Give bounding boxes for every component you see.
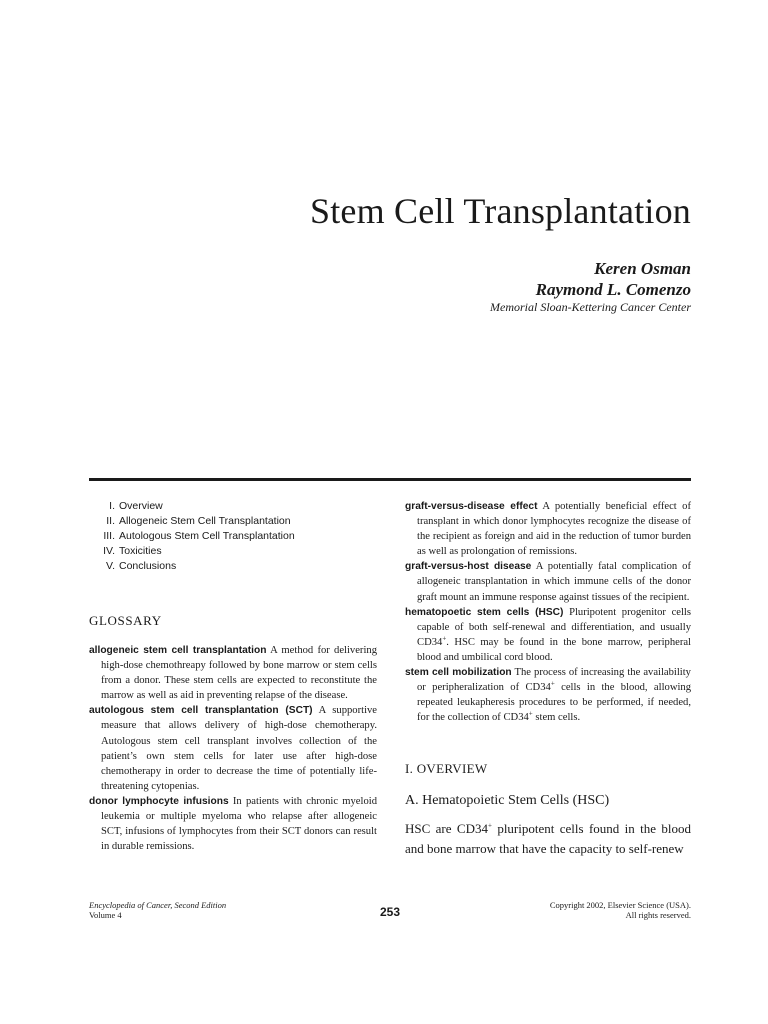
- glossary-definition: cells in the blood, allowing repeated leukapheresis procedures to be performed, if needed, for the collection of CD34: [417, 682, 692, 724]
- author-name: Keren Osman: [594, 259, 691, 278]
- toc-number: IV.: [103, 545, 115, 557]
- toc-label: Toxicities: [119, 545, 162, 557]
- body-paragraph: [405, 819, 691, 859]
- glossary-term: donor lymphocyte infusions: [89, 795, 229, 807]
- glossary-definition: A potentially beneficial effect of transplant in which donor lymphocytes recognize the disease of the recipient as foreign and aid in the reduction of tumor burden as well as prolongation of remissions.: [417, 501, 691, 558]
- glossary-term: graft-versus-disease effect: [405, 501, 538, 512]
- glossary-definition: In patients with chronic myeloid leukemia or multiple myeloma who relapse after allogeneic SCT, infusions of lymphocytes from their SCT donors can result in durable remissions.: [101, 795, 377, 853]
- toc-item: [89, 559, 377, 574]
- body-text: pluripotent cells found in the blood and bone marrow that have the capacity to self-renew: [405, 821, 692, 857]
- glossary-entry: [405, 559, 691, 604]
- glossary-entry: [405, 499, 691, 559]
- glossary-heading: GLOSSARY: [89, 613, 162, 628]
- toc-item: [89, 514, 377, 529]
- glossary-list: [405, 499, 691, 725]
- book-title: Encyclopedia of Cancer, Second Edition: [89, 900, 227, 910]
- toc-item: [89, 544, 377, 559]
- glossary-definition: stem cells.: [532, 712, 581, 724]
- glossary-term: hematopoetic stem cells (HSC): [405, 606, 564, 618]
- footer-source: [89, 900, 226, 920]
- glossary-entry: [89, 643, 377, 703]
- toc-number: II.: [106, 515, 115, 527]
- table-of-contents: [89, 499, 377, 574]
- toc-number: V.: [106, 560, 115, 572]
- toc-label: Autologous Stem Cell Transplantation: [119, 530, 295, 542]
- article-title: Stem Cell Transplantation: [309, 191, 691, 231]
- author-name: Raymond L. Comenzo: [535, 280, 691, 299]
- toc-item: [89, 529, 377, 544]
- body-text: HSC are CD34: [405, 821, 488, 837]
- glossary-entry: [89, 703, 377, 794]
- glossary-definition: A method for delivering high-dose chemothreapy followed by bone marrow or stem cells from a donor. These stem cells are expected to reconstitute the marrow as well as aid in preventing relapse of the disease.: [101, 645, 377, 702]
- footer-copyright: [550, 900, 691, 920]
- author-affiliation: Memorial Sloan-Kettering Cancer Center: [490, 300, 691, 314]
- rights-text: All rights reserved.: [625, 910, 691, 920]
- glossary-term: stem cell mobilization: [405, 667, 512, 679]
- glossary-definition: A supportive measure that allows delivery of high-dose chemotherapy. Autologous stem cell transplant involves collection of the patient’s own stem cells for later use after high-dose chemotherapy in order to decrease the time of potentially life-threatening cytopenias.: [101, 705, 378, 792]
- superscript: +: [487, 822, 492, 831]
- glossary-entry: [89, 794, 377, 854]
- glossary-definition: . HSC may be found in the bone marrow, peripheral blood and umbilical cord blood.: [417, 636, 691, 663]
- toc-label: Conclusions: [119, 560, 177, 572]
- left-column: [89, 499, 377, 854]
- toc-number: III.: [103, 530, 115, 542]
- header-divider: [89, 478, 691, 481]
- glossary-entry: [405, 605, 691, 665]
- glossary-definition: A potentially fatal complication of allogeneic transplantation in which immune cells of the donor graft mount an immune response against tissues of the recipient.: [417, 561, 691, 603]
- glossary-definition: Pluripotent progenitor cells capable of both self-renewal and differentiation, and usually CD34: [417, 606, 691, 648]
- toc-number: I.: [109, 500, 115, 512]
- right-column: [405, 499, 691, 859]
- volume-label: Volume 4: [89, 910, 122, 920]
- toc-label: Allogeneic Stem Cell Transplantation: [119, 515, 291, 527]
- subsection-heading: A. Hematopoietic Stem Cells (HSC): [405, 793, 610, 809]
- glossary-list: [89, 643, 377, 854]
- glossary-entry: [405, 665, 691, 725]
- section-heading: I. OVERVIEW: [405, 761, 488, 777]
- glossary-term: graft-versus-host disease: [405, 561, 532, 573]
- toc-item: [89, 499, 377, 514]
- superscript: +: [442, 634, 447, 643]
- superscript: +: [550, 679, 555, 688]
- page-number: 253: [379, 905, 401, 919]
- superscript: +: [528, 709, 533, 718]
- glossary-term: autologous stem cell transplantation (SCT): [89, 705, 313, 717]
- glossary-term: allogeneic stem cell transplantation: [89, 645, 267, 656]
- glossary-definition: The process of increasing the availability or peripheralization of CD34: [417, 667, 691, 694]
- copyright-text: Copyright 2002, Elsevier Science (USA).: [549, 900, 691, 910]
- toc-label: Overview: [119, 500, 163, 512]
